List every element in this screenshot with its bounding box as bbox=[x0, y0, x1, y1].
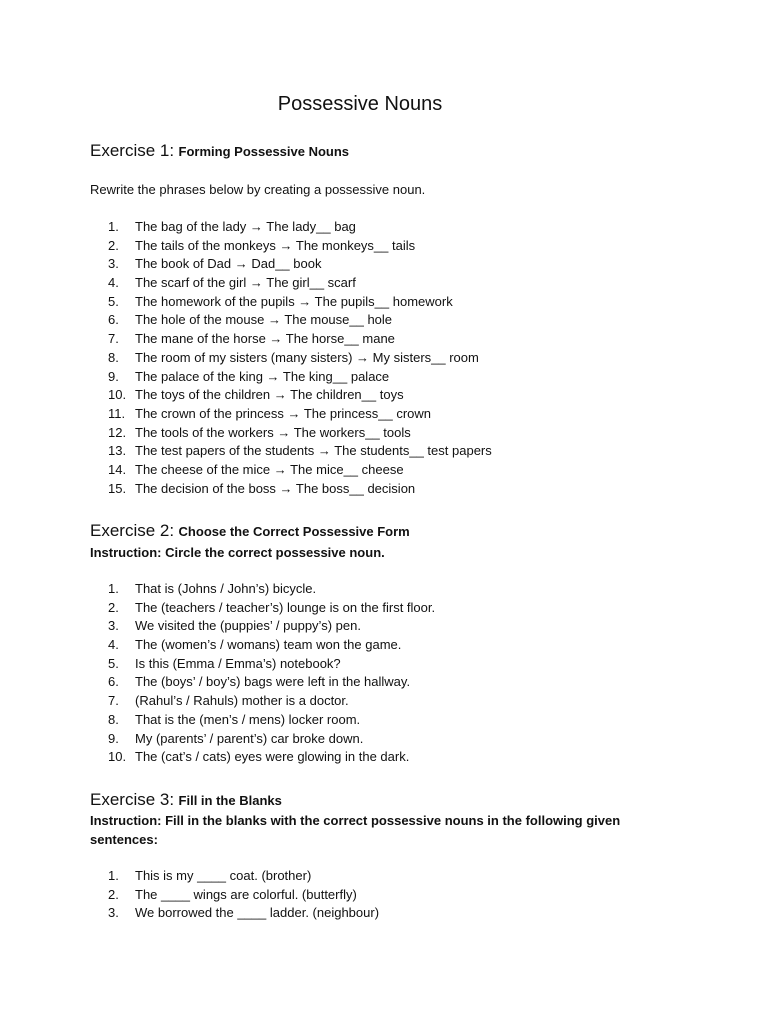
list-item-number: 2. bbox=[108, 237, 119, 253]
list-item bbox=[108, 692, 435, 711]
list-item-number: 5. bbox=[108, 655, 119, 671]
list-item-number: 4. bbox=[108, 275, 119, 291]
list-item-number: 8. bbox=[108, 349, 119, 365]
list-item-number: 13. bbox=[108, 443, 127, 459]
list-item-text: The toys of the children → The children__ toys bbox=[135, 387, 404, 403]
list-item bbox=[108, 274, 492, 293]
list-item bbox=[108, 886, 379, 905]
list-item-text: That is the (men’s / mens) locker room. bbox=[135, 711, 361, 727]
list-item-text: The scarf of the girl → The girl__ scarf bbox=[135, 275, 356, 291]
list-item-text: The bag of the lady → The lady__ bag bbox=[135, 219, 356, 234]
list-item bbox=[108, 748, 435, 767]
list-item-number: 4. bbox=[108, 637, 119, 653]
list-item-text: The tools of the workers → The workers__ tools bbox=[135, 424, 411, 440]
list-item-number: 3. bbox=[108, 905, 119, 921]
list-item-number: 7. bbox=[108, 331, 119, 347]
exercise-3-label: Exercise 3: bbox=[90, 790, 175, 809]
list-item-number: 3. bbox=[108, 256, 119, 272]
exercise-2-label: Exercise 2: bbox=[90, 521, 175, 540]
list-item-number: 15. bbox=[108, 480, 127, 496]
list-item-number: 9. bbox=[108, 730, 119, 746]
list-item-text: The test papers of the students → The students__ test papers bbox=[135, 443, 492, 459]
list-item-number: 10. bbox=[108, 387, 127, 403]
list-item-number: 1. bbox=[108, 219, 119, 234]
list-item-number: 3. bbox=[108, 618, 119, 634]
list-item-text: That is (Johns / John’s) bicycle. bbox=[135, 581, 317, 596]
list-item-text: The palace of the king → The king__ palace bbox=[135, 368, 390, 384]
exercise-3-heading bbox=[90, 789, 282, 812]
list-item-number: 14. bbox=[108, 461, 127, 477]
list-item-text: The (teachers / teacher’s) lounge is on the first floor. bbox=[135, 599, 436, 615]
list-item bbox=[108, 255, 492, 274]
list-item bbox=[108, 237, 492, 256]
list-item bbox=[108, 424, 492, 443]
list-item-number: 9. bbox=[108, 368, 119, 384]
exercise-3-instruction: Instruction: Fill in the blanks with the correct possessive nouns in the following given sentences: bbox=[90, 813, 621, 847]
list-item-text: The hole of the mouse → The mouse__ hole bbox=[135, 312, 393, 328]
list-item bbox=[108, 655, 435, 674]
list-item-text: My (parents’ / parent’s) car broke down. bbox=[135, 730, 364, 746]
list-item bbox=[108, 636, 435, 655]
list-item-text: The (boys’ / boy’s) bags were left in the hallway. bbox=[135, 674, 411, 690]
exercise-2-subtitle: Choose the Correct Possessive Form bbox=[178, 524, 410, 539]
list-item-text: The homework of the pupils → The pupils__ homework bbox=[135, 293, 453, 309]
list-item bbox=[108, 617, 435, 636]
list-item bbox=[108, 405, 492, 424]
list-item-text: The (women’s / womans) team won the game. bbox=[135, 637, 402, 653]
list-item-number: 8. bbox=[108, 711, 119, 727]
list-item-text: We borrowed the ____ ladder. (neighbour) bbox=[135, 905, 380, 921]
page-title: Possessive Nouns bbox=[277, 93, 443, 115]
list-item bbox=[108, 480, 492, 499]
list-item bbox=[108, 218, 492, 237]
list-item bbox=[108, 580, 435, 599]
list-item-text: The crown of the princess → The princess__ crown bbox=[135, 405, 432, 421]
list-item-text: Is this (Emma / Emma’s) notebook? bbox=[135, 655, 341, 671]
list-item-text: The room of my sisters (many sisters) → My sisters__ room bbox=[135, 349, 479, 365]
list-item bbox=[108, 386, 492, 405]
exercise-2-list bbox=[108, 580, 435, 767]
list-item-text: We visited the (puppies’ / puppy’s) pen. bbox=[135, 618, 361, 634]
list-item-number: 2. bbox=[108, 886, 119, 902]
exercise-3-subtitle: Fill in the Blanks bbox=[178, 793, 282, 808]
exercise-1-instruction: Rewrite the phrases below by creating a possessive noun. bbox=[90, 182, 426, 197]
list-item-number: 11. bbox=[108, 405, 126, 421]
list-item bbox=[108, 311, 492, 330]
list-item bbox=[108, 599, 435, 618]
list-item-text: The book of Dad → Dad__ book bbox=[135, 256, 322, 272]
list-item-number: 10. bbox=[108, 749, 127, 765]
list-item-number: 6. bbox=[108, 312, 119, 328]
list-item bbox=[108, 904, 379, 923]
list-item-text: The cheese of the mice → The mice__ cheese bbox=[135, 461, 404, 477]
list-item bbox=[108, 730, 435, 749]
list-item-number: 12. bbox=[108, 424, 127, 440]
list-item bbox=[108, 330, 492, 349]
list-item bbox=[108, 461, 492, 480]
list-item bbox=[108, 349, 492, 368]
exercise-3-list bbox=[108, 867, 379, 923]
list-item-text: The ____ wings are colorful. (butterfly) bbox=[135, 886, 357, 902]
exercise-1-heading bbox=[90, 140, 349, 163]
exercise-1-subtitle: Forming Possessive Nouns bbox=[178, 144, 350, 159]
list-item-text: The (cat’s / cats) eyes were glowing in the dark. bbox=[135, 749, 410, 765]
exercise-1-list bbox=[108, 218, 492, 498]
list-item-number: 6. bbox=[108, 674, 119, 690]
exercise-2-instruction: Instruction: Circle the correct possessive noun. bbox=[90, 545, 385, 560]
list-item-text: The tails of the monkeys → The monkeys__ tails bbox=[135, 237, 416, 253]
list-item-text: The mane of the horse → The horse__ mane bbox=[135, 331, 395, 347]
exercise-1-label: Exercise 1: bbox=[90, 141, 175, 160]
list-item-text: This is my ____ coat. (brother) bbox=[135, 868, 312, 883]
list-item-text: (Rahul’s / Rahuls) mother is a doctor. bbox=[135, 693, 349, 709]
list-item-number: 1. bbox=[108, 581, 119, 596]
list-item bbox=[108, 867, 379, 886]
list-item-number: 2. bbox=[108, 599, 119, 615]
list-item bbox=[108, 711, 435, 730]
list-item-number: 5. bbox=[108, 293, 119, 309]
list-item-number: 1. bbox=[108, 868, 119, 883]
list-item-number: 7. bbox=[108, 693, 119, 709]
list-item bbox=[108, 673, 435, 692]
list-item bbox=[108, 368, 492, 387]
list-item bbox=[108, 293, 492, 312]
list-item-text: The decision of the boss → The boss__ decision bbox=[135, 480, 416, 496]
list-item bbox=[108, 442, 492, 461]
exercise-2-heading bbox=[90, 520, 410, 543]
